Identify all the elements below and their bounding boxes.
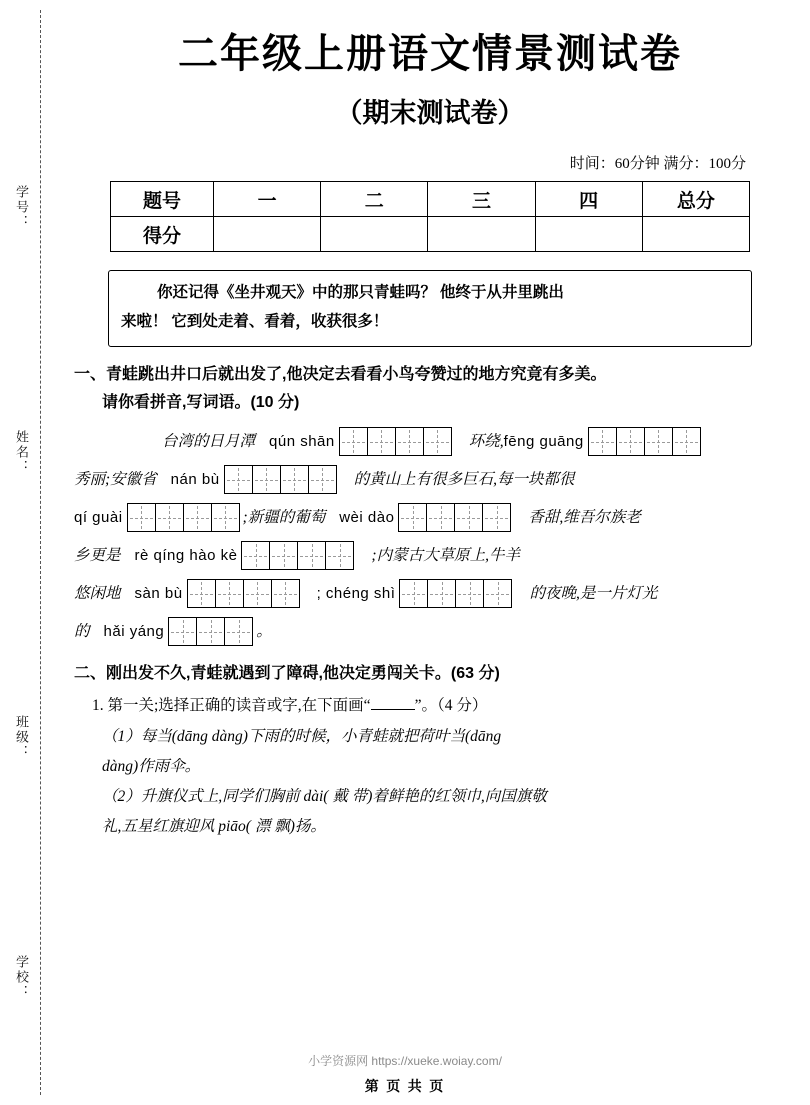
question-2-sub-2-line-2: 礼,五星红旗迎风 piāo( 漂 飘)扬。 [102,818,326,836]
answer-boxes[interactable] [241,541,353,570]
fill-text: 乡更是 [74,547,121,565]
grid-cell[interactable] [224,617,253,646]
question-2-item-1 [74,691,782,721]
fill-text: 悠闲地 [74,585,121,603]
paper-content [72,0,788,1105]
left-margin [0,0,62,1105]
grid-cell[interactable] [243,579,272,608]
grid-cell[interactable] [155,503,184,532]
score-cell-4[interactable] [642,217,749,252]
grid-cell[interactable] [183,503,212,532]
question-1-fill-area [74,427,782,646]
fill-line-2 [74,465,782,494]
table-row [111,182,750,217]
grid-cell[interactable] [423,427,452,456]
grid-cell[interactable] [483,579,512,608]
score-table [110,181,750,252]
fill-text: 的黄山上有很多巨石,每一块都很 [353,471,575,489]
score-col-1: 二 [321,182,428,217]
question-2-sub-2-line-1: （2）升旗仪式上,同学们胸前 dài( 戴 带)着鲜艳的红领巾,向国旗敬 [102,788,547,805]
fill-text: 环绕, [468,433,504,451]
question-1-heading-line2: 请你看拼音,写词语。(10 分) [102,394,300,412]
question-2-item-1-tail: ”。（4 分） [414,697,488,715]
answer-boxes[interactable] [339,427,451,456]
pinyin-san-bu: sàn bù [134,585,183,603]
margin-label-class: 班级： [14,715,29,760]
grid-cell[interactable] [339,427,368,456]
fill-line-6 [74,617,782,646]
table-row [111,217,750,252]
score-col-0: 一 [214,182,321,217]
margin-label-school: 学校： [14,955,29,1000]
footer-page-number: 第 页 共 页 [364,1080,446,1095]
grid-cell[interactable] [224,465,253,494]
grid-cell[interactable] [325,541,354,570]
grid-cell[interactable] [454,503,483,532]
answer-boxes[interactable] [187,579,299,608]
fill-text: 香甜,维吾尔族老 [528,509,641,527]
quote-line-2: 来啦！ 它到处走着、看着，收获很多！ [121,312,389,330]
fill-text: 。 [256,623,272,641]
score-cell-1[interactable] [321,217,428,252]
answer-boxes[interactable] [399,579,511,608]
pinyin-re-qing-hao-ke: rè qíng hào kè [134,547,238,565]
score-col-2: 三 [428,182,535,217]
score-row-header-0: 题号 [111,182,214,217]
question-2-heading: 二、刚出发不久,青蛙就遇到了障碍,他决定勇闯关卡。(63 分) [74,665,500,683]
score-row-header-1: 得分 [111,217,214,252]
fill-text: 台湾的日月潭 [162,433,256,451]
question-2-sub-1-line-1: （1）每当(dāng dàng)下雨的时候，小青蛙就把荷叶当(dāng [102,727,502,745]
fill-text: ;新疆的葡萄 [242,509,326,527]
answer-boxes[interactable] [127,503,239,532]
grid-cell[interactable] [644,427,673,456]
question-1 [72,361,788,646]
score-cell-3[interactable] [535,217,642,252]
page-subtitle: （期末测试卷） [335,98,525,128]
pinyin-wei-dao: wèi dào [339,509,395,527]
pinyin-cheng-shi: ; chéng shì [316,585,396,603]
score-col-3: 四 [535,182,642,217]
fill-line-5 [74,579,782,608]
pinyin-feng-guang: fēng guāng [503,433,584,451]
grid-cell[interactable] [308,465,337,494]
question-1-heading-line1: 一、青蛙跳出井口后就出发了,他决定去看看小鸟夸赞过的地方究竟有多美。 [74,366,607,384]
page-title: 二年级上册语文情景测试卷 [178,32,682,76]
answer-boxes[interactable] [588,427,700,456]
grid-cell[interactable] [241,541,270,570]
pinyin-nan-bu: nán bù [170,471,220,489]
intro-quote-box [108,270,752,347]
grid-cell[interactable] [297,541,326,570]
grid-cell[interactable] [398,503,427,532]
fill-line-4 [74,541,782,570]
pinyin-hai-yang: hǎi yáng [103,623,165,641]
grid-cell[interactable] [211,503,240,532]
grid-cell[interactable] [588,427,617,456]
fill-line-3 [74,503,782,532]
grid-cell[interactable] [616,427,645,456]
margin-label-student-id: 学号： [14,185,29,230]
dashed-fold-line [40,10,41,1095]
fill-text: 的 [74,623,90,641]
margin-label-name: 姓名： [14,430,29,475]
grid-cell[interactable] [168,617,197,646]
score-cell-0[interactable] [214,217,321,252]
watermark: 小学资源网 https://xueke.woiay.com/ [308,1054,502,1068]
fill-line-1 [74,427,782,456]
grid-cell[interactable] [482,503,511,532]
question-2 [72,660,788,842]
answer-boxes[interactable] [398,503,510,532]
answer-blank-underline[interactable] [371,709,415,710]
grid-cell[interactable] [280,465,309,494]
grid-cell[interactable] [672,427,701,456]
fill-text: 的夜晚,是一片灯光 [529,585,658,603]
grid-cell[interactable] [399,579,428,608]
fill-text: ;内蒙古大草原上,牛羊 [371,547,520,565]
grid-cell[interactable] [426,503,455,532]
question-2-sub-1-line-2: dàng)作雨伞。 [102,757,201,775]
fill-text: 秀丽;安徽省 [74,471,157,489]
answer-boxes[interactable] [168,617,252,646]
pinyin-qi-guai: qí guài [74,509,123,527]
grid-cell[interactable] [427,579,456,608]
pinyin-qun-shan: qún shān [269,433,335,451]
grid-cell[interactable] [196,617,225,646]
quote-line-1: 你还记得《坐井观天》中的那只青蛙吗？ 他终于从井里跳出 [157,284,564,301]
grid-cell[interactable] [271,579,300,608]
exam-info: 时间：60分钟 满分：100分 [569,156,746,172]
grid-cell[interactable] [395,427,424,456]
grid-cell[interactable] [127,503,156,532]
grid-cell[interactable] [367,427,396,456]
grid-cell[interactable] [187,579,216,608]
grid-cell[interactable] [215,579,244,608]
grid-cell[interactable] [252,465,281,494]
question-1-heading [74,361,782,417]
grid-cell[interactable] [269,541,298,570]
score-col-4: 总分 [642,182,749,217]
score-cell-2[interactable] [428,217,535,252]
answer-boxes[interactable] [224,465,336,494]
grid-cell[interactable] [455,579,484,608]
question-2-item-1-text: 1. 第一关;选择正确的读音或字,在下面画“ [92,697,371,715]
